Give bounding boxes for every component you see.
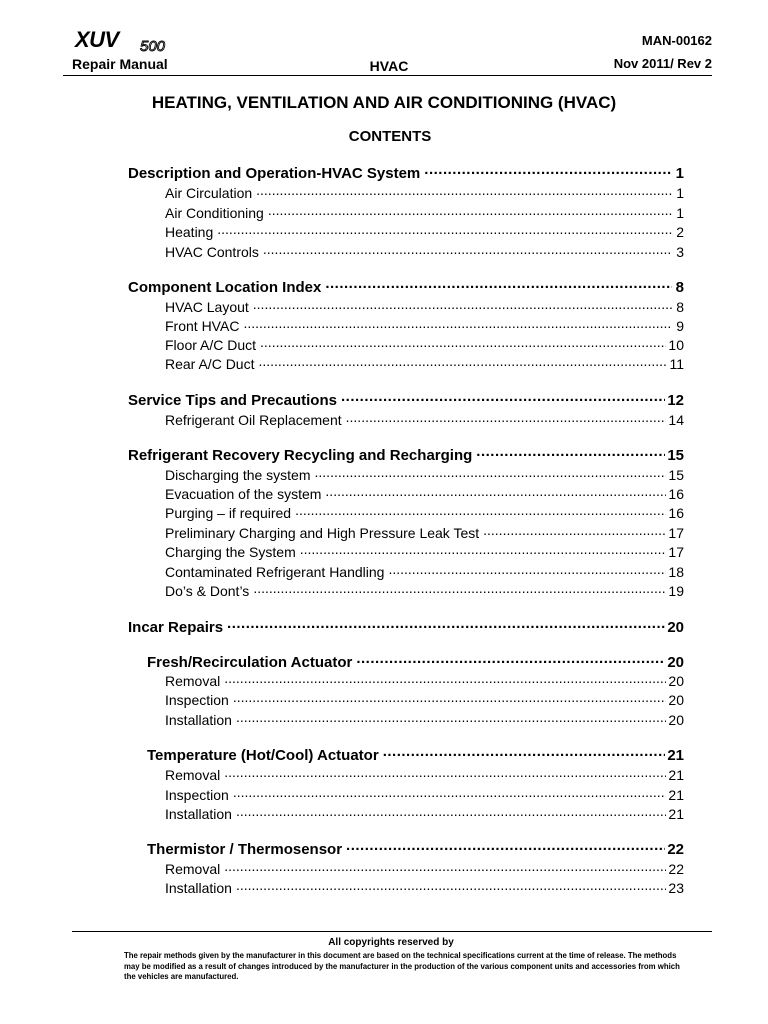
toc-leader [256,184,672,198]
svg-text:XUV: XUV [75,27,119,52]
toc-entry-desc-op[interactable] [128,163,684,182]
toc-leader [325,485,666,499]
toc-entry-hvac-layout[interactable] [165,298,684,315]
toc-page: 20 [667,654,684,671]
toc-label: Air Conditioning [165,205,264,221]
toc-page: 15 [668,467,684,483]
toc-entry-ta-inspection[interactable] [165,786,684,803]
toc-page: 9 [676,318,684,334]
toc-entry-th-removal[interactable] [165,860,684,877]
toc-label: Incar Repairs [128,619,224,636]
toc-page: 17 [668,525,684,541]
toc-label: Rear A/C Duct [165,356,255,372]
toc-leader [258,355,667,369]
toc-leader [243,317,672,331]
toc-label: Removal [165,861,221,877]
toc-leader [483,524,666,538]
toc-entry-incar[interactable] [128,617,684,636]
toc-entry-preliminary[interactable] [165,524,684,541]
toc-label: Installation [165,880,232,896]
toc-page: 20 [668,673,684,689]
toc-page: 20 [668,692,684,708]
toc-entry-hvac-controls[interactable] [165,243,684,260]
toc-page: 21 [668,787,684,803]
toc-entry-front-hvac[interactable] [165,317,684,334]
toc-leader [315,466,667,480]
toc-label: HVAC Layout [165,299,249,315]
toc-leader [227,617,665,632]
toc-label: Preliminary Charging and High Pressure Leak Test [165,525,480,541]
toc-page: 23 [668,880,684,896]
toc-leader [236,805,666,819]
xuv500-logo-icon [74,27,189,55]
toc-entry-service-tips[interactable] [128,390,684,409]
toc-entry-fr-inspection[interactable] [165,691,684,708]
toc-label: Discharging the system [165,467,311,483]
toc-page: 16 [668,486,684,502]
toc-leader [224,860,666,874]
toc-label: Fresh/Recirculation Actuator [147,654,353,671]
toc-leader [217,223,672,237]
toc-leader [253,582,666,596]
toc-entry-purging[interactable] [165,504,684,521]
toc-page: 2 [676,224,684,240]
toc-page: 12 [667,392,684,409]
toc-label: Refrigerant Oil Replacement [165,412,342,428]
toc-label: Front HVAC [165,318,240,334]
toc-leader [341,390,665,405]
toc-page: 11 [669,356,684,372]
document-id: MAN-00162 [641,33,712,48]
toc-label: Thermistor / Thermosensor [147,841,343,858]
toc-page: 1 [675,165,684,182]
toc-label: Evacuation of the system [165,486,322,502]
toc-entry-ta-removal[interactable] [165,766,684,783]
toc-entry-floor-duct[interactable] [165,336,684,353]
toc-entry-oil-replacement[interactable] [165,411,684,428]
toc-entry-fr-removal[interactable] [165,672,684,689]
toc-label: Removal [165,673,221,689]
footer-divider [72,931,712,932]
toc-leader [224,672,666,686]
copyright-notice: All copyrights reserved by [328,937,454,948]
toc-leader [346,839,665,854]
toc-leader [233,786,667,800]
toc-leader [300,543,667,557]
toc-leader [253,298,672,312]
toc-entry-heating[interactable] [165,223,684,240]
toc-label: Charging the System [165,544,296,560]
toc-leader [236,879,666,893]
svg-text:500: 500 [140,38,166,55]
disclaimer-text: The repair methods given by the manufacturer in this document are based on the technical specifications current at the time of release. The methods may be modified as a result of changes introduced by the manufacturer in the production of the various component units and accessories from which the vehicles are manufactured. [124,951,680,981]
toc-page: 15 [667,447,684,464]
toc-page: 8 [675,279,684,296]
toc-label: Installation [165,806,232,822]
toc-entry-air-conditioning[interactable] [165,204,684,221]
toc-label: Installation [165,712,232,728]
toc-label: HVAC Controls [165,244,259,260]
toc-label: Inspection [165,787,229,803]
section-label: HVAC [369,58,409,74]
toc-entry-fr-installation[interactable] [165,711,684,728]
toc-leader [263,243,672,257]
toc-label: Floor A/C Duct [165,337,257,353]
toc-page: 22 [668,861,684,877]
toc-leader [325,277,672,292]
toc-entry-ta-installation[interactable] [165,805,684,822]
toc-leader [224,766,666,780]
toc-label: Description and Operation-HVAC System [128,165,421,182]
toc-entry-discharging[interactable] [165,466,684,483]
toc-label: Contaminated Refrigerant Handling [165,564,385,580]
toc-page: 8 [676,299,684,315]
toc-page: 18 [668,564,684,580]
header-divider [63,75,712,76]
toc-entry-fresh-recirc[interactable] [147,652,684,671]
toc-entry-rear-duct[interactable] [165,355,684,372]
toc-page: 21 [668,806,684,822]
toc-leader [295,504,666,518]
toc-entry-temp-actuator[interactable] [147,745,684,764]
manual-label: Repair Manual [72,56,168,72]
toc-leader [260,336,666,350]
toc-entry-contaminated[interactable] [165,563,684,580]
toc-label: Do’s & Dont’s [165,583,250,599]
toc-page: 21 [668,767,684,783]
toc-page: 17 [668,544,684,560]
toc-leader [476,445,665,460]
toc-page: 20 [668,712,684,728]
toc-label: Air Circulation [165,185,253,201]
toc-page: 22 [667,841,684,858]
toc-entry-thermistor[interactable] [147,839,684,858]
toc-label: Service Tips and Precautions [128,392,337,409]
revision-label: Nov 2011/ Rev 2 [613,56,712,71]
toc-leader [424,163,672,178]
toc-leader [236,711,666,725]
toc-page: 1 [676,185,684,201]
toc-entry-charging[interactable] [165,543,684,560]
page-title: HEATING, VENTILATION AND AIR CONDITIONING (HVAC) [151,93,617,112]
toc-page: 14 [668,412,684,428]
toc-leader [346,411,667,425]
toc-entry-evacuation[interactable] [165,485,684,502]
toc-entry-th-installation[interactable] [165,879,684,896]
toc-entry-dos-donts[interactable] [165,582,684,599]
toc-entry-component-location[interactable] [128,277,684,296]
toc-page: 10 [668,337,684,353]
toc-label: Inspection [165,692,229,708]
toc-leader [388,563,666,577]
toc-page: 1 [676,205,684,221]
toc-page: 20 [667,619,684,636]
toc-page: 19 [668,583,684,599]
toc-page: 3 [676,244,684,260]
contents-heading: CONTENTS [348,128,432,145]
toc-entry-air-circulation[interactable] [165,184,684,201]
toc-label: Removal [165,767,221,783]
toc-leader [356,652,665,667]
toc-entry-recovery[interactable] [128,445,684,464]
toc-label: Temperature (Hot/Cool) Actuator [147,747,379,764]
toc-label: Refrigerant Recovery Recycling and Recharging [128,447,473,464]
toc-page: 16 [668,505,684,521]
toc-label: Component Location Index [128,279,322,296]
toc-label: Heating [165,224,214,240]
toc-page: 21 [667,747,684,764]
toc-leader [383,745,666,760]
toc-label: Purging – if required [165,505,292,521]
toc-leader [233,691,667,705]
toc-leader [268,204,672,218]
